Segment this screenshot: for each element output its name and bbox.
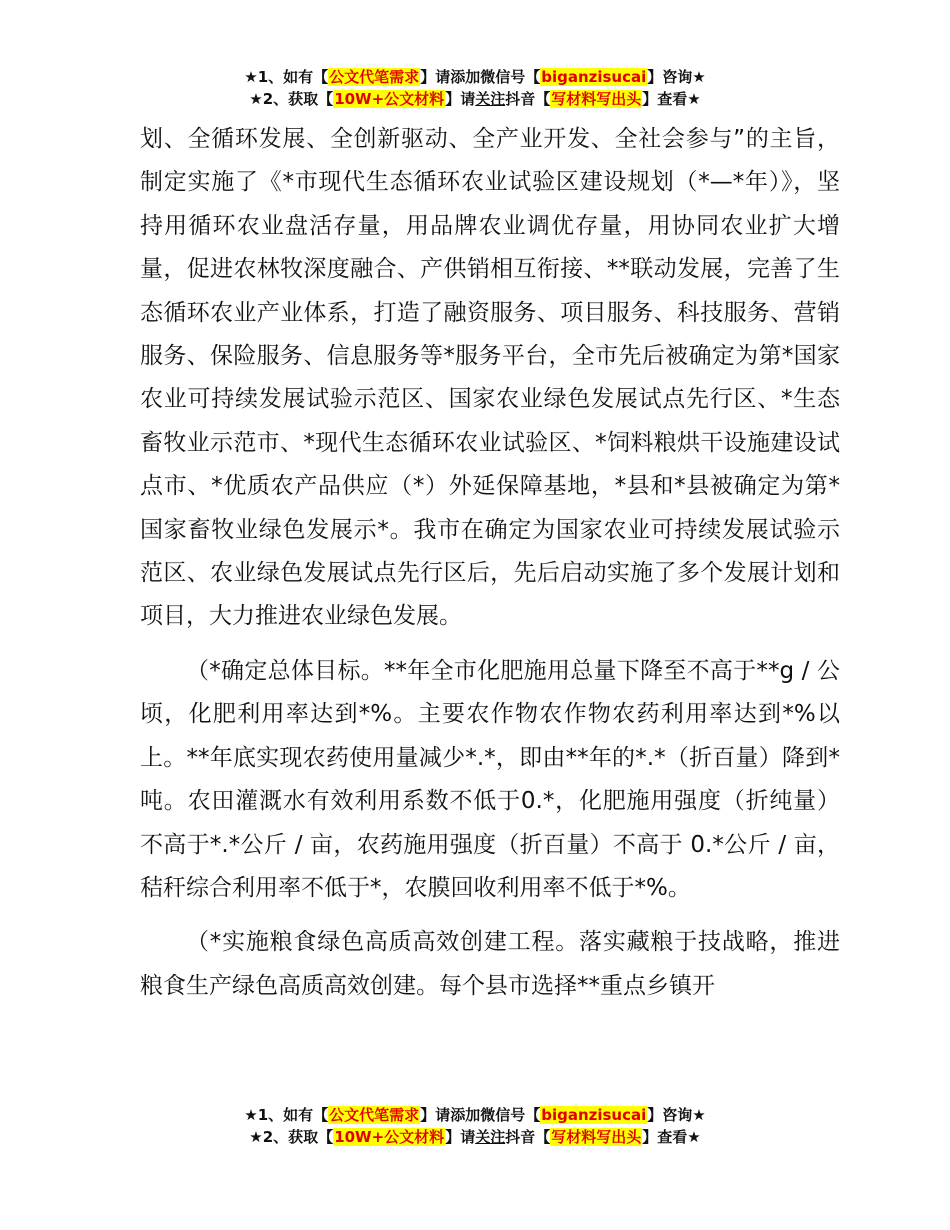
header-line-1-prefix: ★1、如有【 <box>244 68 329 86</box>
header-banner <box>0 66 950 110</box>
footer-line-2-mid-a: 】请 <box>445 1128 476 1146</box>
header-line-2-mid-b: 抖音【 <box>505 90 551 108</box>
header-line-1 <box>0 66 950 88</box>
footer-highlight-materials: 10W+公文材料 <box>334 1128 445 1146</box>
header-highlight-materials: 10W+公文材料 <box>334 90 445 108</box>
footer-line-2-mid-b: 抖音【 <box>505 1128 551 1146</box>
footer-underlined-follow: 关注 <box>475 1128 506 1146</box>
header-line-1-mid: 】请添加微信号【 <box>420 68 541 86</box>
footer-banner <box>0 1104 950 1148</box>
footer-highlight-douyin-account: 写材料写出头 <box>551 1128 642 1146</box>
body-paragraph-2: （*确定总体目标。**年全市化肥施用总量下降至不高于**g / 公顷，化肥利用率达到*%。主要农作物农作物农药利用率达到*%以上。**年底实现农药使用量减少*.*，即由**年的*.*（折百量）降到*吨。农田灌溉水有效利用系数不低于0.*，化肥施用强度（折纯量）不高于*.*公斤 / 亩，农药施用强度（折百量）不高于 0.*公斤 / 亩，秸秆综合利用率不低于*，农膜回收利用率不低于*%。 <box>140 657 840 901</box>
footer-highlight-ghostwriting: 公文代笔需求 <box>329 1106 420 1124</box>
header-highlight-douyin-account: 写材料写出头 <box>551 90 642 108</box>
header-highlight-ghostwriting: 公文代笔需求 <box>329 68 420 86</box>
footer-line-2 <box>0 1126 950 1148</box>
document-body <box>140 118 840 1008</box>
body-paragraph-3: （*实施粮食绿色高质高效创建工程。落实藏粮于技战略，推进粮食生产绿色高质高效创建。每个县市选择**重点乡镇开 <box>140 929 840 999</box>
footer-line-1-suffix: 】咨询★ <box>647 1106 706 1124</box>
header-line-1-suffix: 】咨询★ <box>647 68 706 86</box>
footer-line-1-mid: 】请添加微信号【 <box>420 1106 541 1124</box>
footer-line-2-prefix: ★2、获取【 <box>249 1128 334 1146</box>
header-line-2 <box>0 88 950 110</box>
footer-line-1-prefix: ★1、如有【 <box>244 1106 329 1124</box>
header-line-2-suffix: 】查看★ <box>642 90 701 108</box>
footer-line-1 <box>0 1104 950 1126</box>
header-underlined-follow: 关注 <box>475 90 506 108</box>
header-line-2-mid-a: 】请 <box>445 90 476 108</box>
header-line-2-prefix: ★2、获取【 <box>249 90 334 108</box>
footer-line-2-suffix: 】查看★ <box>642 1128 701 1146</box>
footer-highlight-wechat-id: biganzisucai <box>541 1106 647 1124</box>
header-highlight-wechat-id: biganzisucai <box>541 68 647 86</box>
body-paragraph-1: 划、全循环发展、全创新驱动、全产业开发、全社会参与”的主旨，制定实施了《*市现代生态循环农业试验区建设规划（*—*年）》，坚持用循环农业盘活存量，用品牌农业调优存量，用协同农业扩大增量，促进农林牧深度融合、产供销相互衔接、**联动发展，完善了生态循环农业产业体系，打造了融资服务、项目服务、科技服务、营销服务、保险服务、信息服务等*服务平台，全市先后被确定为第*国家农业可持续发展试验示范区、国家农业绿色发展试点先行区、*生态畜牧业示范市、*现代生态循环农业试验区、*饲料粮烘干设施建设试点市、*优质农产品供应（*）外延保障基地，*县和*县被确定为第*国家畜牧业绿色发展示*。我市在确定为国家农业可持续发展试验示范区、农业绿色发展试点先行区后，先后启动实施了多个发展计划和项目，大力推进农业绿色发展。 <box>140 126 840 630</box>
